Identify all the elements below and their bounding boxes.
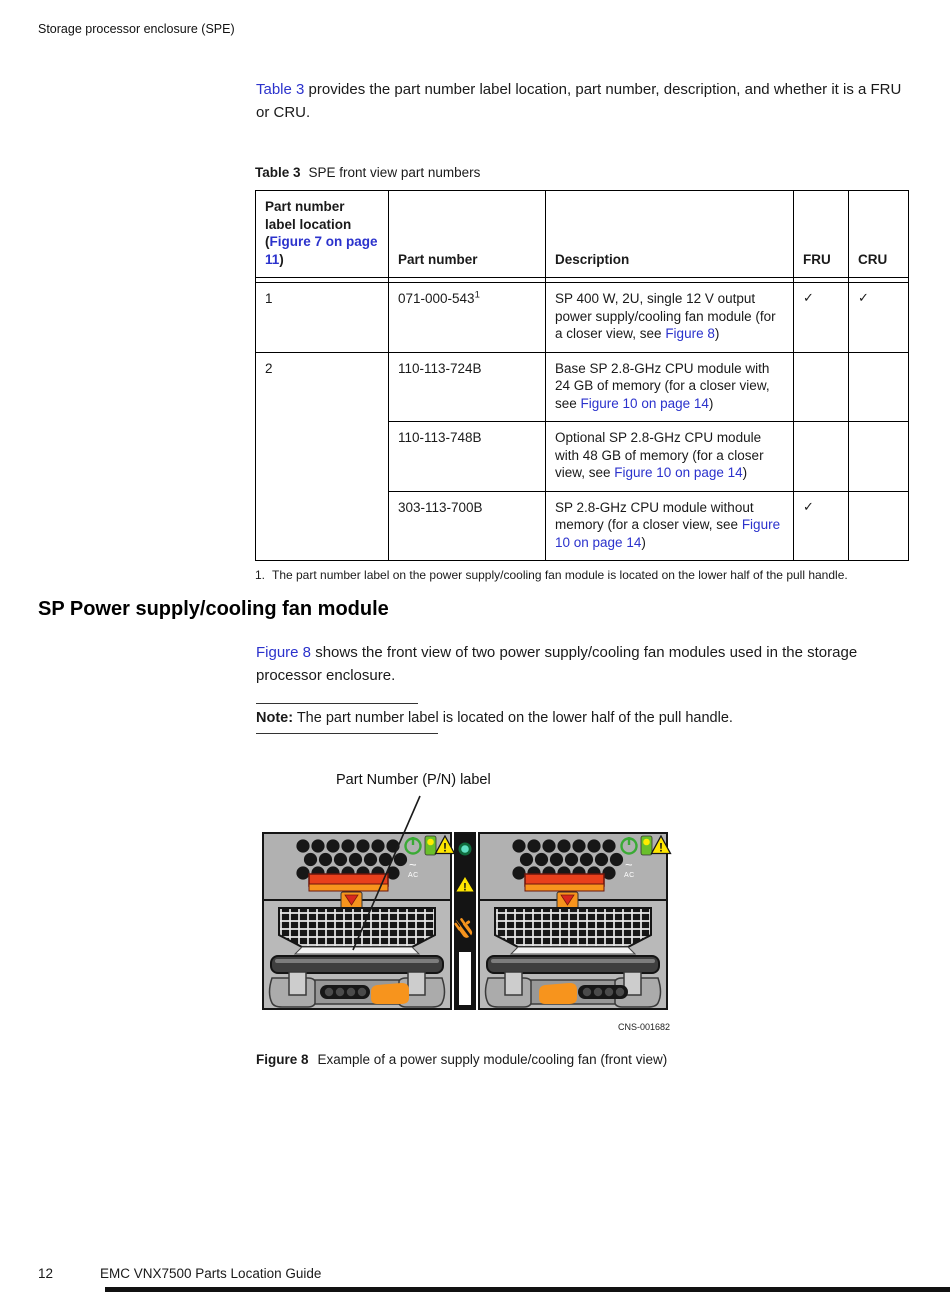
cell-cru-check bbox=[849, 352, 909, 422]
table3-link[interactable]: Table 3 bbox=[256, 81, 305, 98]
note-rule-top bbox=[256, 703, 418, 704]
cell-fru-check bbox=[794, 352, 849, 422]
running-header: Storage processor enclosure (SPE) bbox=[38, 22, 235, 36]
psu-front-view-figure: ! ~ ! bbox=[256, 790, 676, 1018]
cell-fru-check: ✓ bbox=[794, 283, 849, 353]
cell-location: 2 bbox=[256, 352, 389, 561]
figure-8-block bbox=[256, 770, 686, 1045]
figure8-link[interactable]: Figure 8 bbox=[256, 644, 312, 661]
footer-page-number: 12 bbox=[38, 1266, 54, 1281]
figure10-link[interactable]: Figure 10 on page 14 bbox=[555, 517, 781, 550]
note-text: The part number label is located on the lower half of the pull handle. bbox=[293, 710, 733, 726]
header-description: Description bbox=[546, 191, 794, 278]
figure8-table-link[interactable]: Figure 8 bbox=[665, 326, 715, 341]
table-caption bbox=[255, 165, 908, 180]
header-fru: FRU bbox=[794, 191, 849, 278]
cell-part-number: 110-113-748B bbox=[389, 422, 546, 492]
center-divider bbox=[453, 832, 477, 1010]
cell-location: 1 bbox=[256, 283, 389, 353]
parts-table bbox=[255, 190, 909, 561]
table-caption-title: SPE front view part numbers bbox=[308, 165, 481, 180]
table-row bbox=[256, 283, 909, 353]
header-location: Part number label location (Figure 7 on page 11) bbox=[256, 191, 389, 278]
intro-paragraph bbox=[256, 78, 916, 124]
cell-fru-check bbox=[794, 422, 849, 492]
status-led-icon bbox=[459, 843, 472, 856]
image-code: CNS-001682 bbox=[618, 1022, 671, 1032]
table-footnote bbox=[255, 568, 895, 584]
table-row bbox=[256, 352, 909, 422]
section-paragraph-text: shows the front view of two power supply/cooling fan modules used in the storage processor enclosure. bbox=[256, 644, 858, 684]
note-rule-bottom bbox=[256, 733, 438, 734]
table3-block bbox=[255, 165, 908, 584]
figure10-link[interactable]: Figure 10 on page 14 bbox=[580, 395, 709, 411]
footer-doc-title: EMC VNX7500 Parts Location Guide bbox=[100, 1266, 322, 1281]
table-caption-label: Table 3 bbox=[255, 165, 301, 180]
section-heading: SP Power supply/cooling fan module bbox=[38, 598, 389, 620]
cell-part-number: $071-000-543^1$ bbox=[389, 283, 546, 353]
cell-description: SP 400 W, 2U, single 12 V output power supply/cooling fan module (for a closer view, see Figure 8) bbox=[546, 283, 794, 353]
cell-cru-check bbox=[849, 422, 909, 492]
note-block bbox=[256, 703, 876, 734]
figure10-link[interactable]: Figure 10 on page 14 bbox=[614, 465, 743, 480]
divider-slot bbox=[459, 952, 471, 1005]
header-cru: CRU bbox=[849, 191, 909, 278]
note-label: Note: bbox=[256, 710, 294, 726]
cell-description: Base SP 2.8-GHz CPU module with 24 GB of memory (for a closer view, see Figure 10 on page 14) bbox=[546, 352, 794, 422]
figure-caption-text: Example of a power supply module/cooling fan (front view) bbox=[317, 1052, 668, 1067]
cell-description: SP 2.8-GHz CPU module without memory (for a closer view, see Figure 10 on page 14) bbox=[546, 491, 794, 561]
callout-label: Part Number (P/N) label bbox=[336, 772, 491, 788]
cell-cru-check: ✓ bbox=[849, 283, 909, 353]
cell-description: Optional SP 2.8-GHz CPU module with 48 GB of memory (for a closer view, see Figure 10 on page 14) bbox=[546, 422, 794, 492]
figure7-link[interactable]: Figure 7 on page 11 bbox=[265, 234, 378, 267]
cell-cru-check bbox=[849, 491, 909, 561]
footnote-ref: 1 bbox=[474, 289, 480, 301]
cell-part-number: 110-113-724B bbox=[389, 352, 546, 422]
cell-part-number: 303-113-700B bbox=[389, 491, 546, 561]
figure-caption-label: Figure 8 bbox=[256, 1052, 309, 1067]
footnote-text: The part number label on the power supply/cooling fan module is located on the lower half of the pull handle. bbox=[272, 568, 848, 582]
footer-rule bbox=[105, 1287, 950, 1292]
footnote-number: 1. bbox=[255, 568, 266, 582]
intro-text: provides the part number label location, part number, description, and whether it is a FRU or CRU. bbox=[256, 81, 902, 121]
header-part-number: Part number bbox=[389, 191, 546, 278]
table-header-row bbox=[256, 191, 909, 278]
figure-caption bbox=[256, 1052, 667, 1067]
cell-fru-check: ✓ bbox=[794, 491, 849, 561]
section-paragraph bbox=[256, 641, 881, 687]
svg-text:!: ! bbox=[463, 881, 467, 894]
